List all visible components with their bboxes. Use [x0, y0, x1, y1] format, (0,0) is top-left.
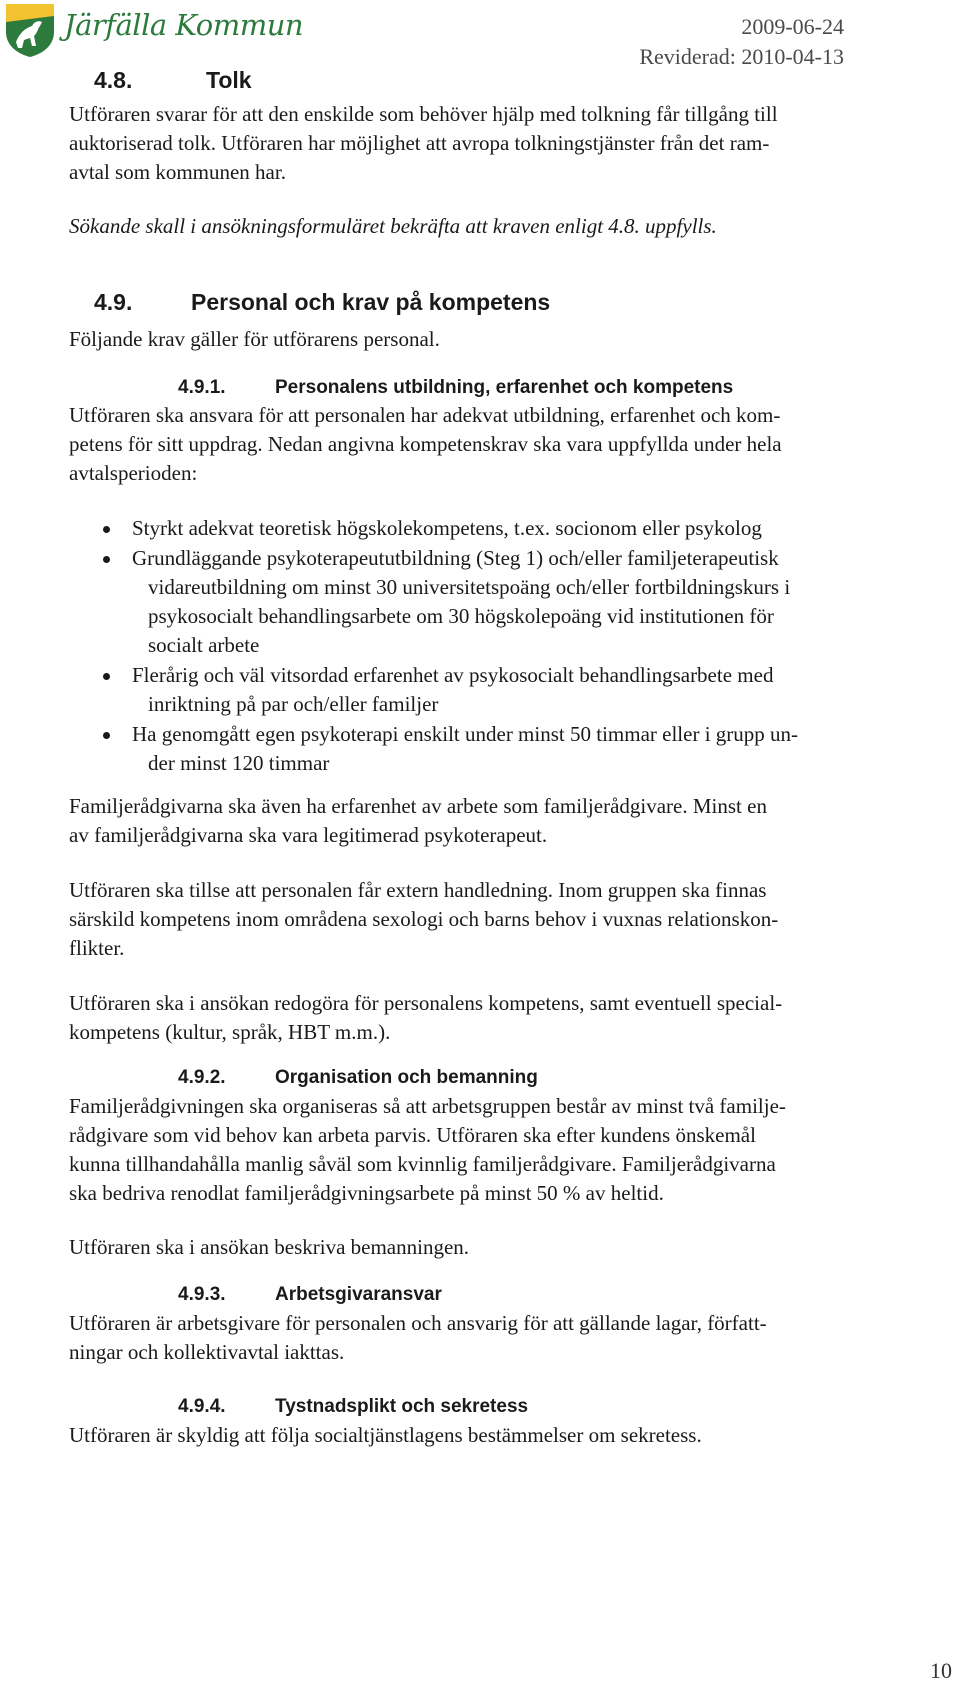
- paragraph-personal-intro: Följande krav gäller för utförarens personal.: [69, 327, 440, 351]
- text-line: av familjerådgivarna ska vara legitimerad psykoterapeut.: [69, 823, 548, 847]
- brand-name: Järfälla Kommun: [64, 8, 304, 42]
- paragraph-organisation: [69, 1092, 949, 1208]
- text-line: petens för sitt uppdrag. Nedan angivna kompetenskrav ska vara uppfyllda under hela: [69, 432, 782, 456]
- text-line: der minst 120 timmar: [148, 751, 330, 775]
- text-line: Utföraren svarar för att den enskilde som behöver hjälp med tolkning får tillgång till: [69, 102, 778, 126]
- text-line: Familjerådgivningen ska organiseras så att arbetsgruppen består av minst två familje-: [69, 1094, 786, 1118]
- paragraph-special-competence: [69, 989, 949, 1047]
- text-line: Utföraren ska tillse att personalen får extern handledning. Inom gruppen ska finnas: [69, 878, 767, 902]
- text-line: rådgivare som vid behov kan arbeta parvis. Utföraren ska efter kundens önskemål: [69, 1123, 756, 1147]
- heading-title: Organisation och bemanning: [275, 1067, 538, 1088]
- bullet-icon: [103, 673, 110, 680]
- text-line: ningar och kollektivavtal iakttas.: [69, 1340, 345, 1364]
- text-line: särskild kompetens inom områdena sexologi och barns behov i vuxnas relationskon-: [69, 907, 779, 931]
- heading-4-9: [94, 289, 550, 316]
- heading-number: 4.8.: [94, 67, 133, 93]
- text-line: auktoriserad tolk. Utföraren har möjlighet att avropa tolkningstjänster från det ram-: [69, 131, 770, 155]
- page-number: 10: [930, 1658, 952, 1683]
- list-item: [100, 514, 950, 543]
- text-line: Ha genomgått egen psykoterapi enskilt under minst 50 timmar eller i grupp un-: [132, 722, 799, 746]
- heading-4-9-1: [178, 377, 733, 399]
- text-line: kompetens (kultur, språk, HBT m.m.).: [69, 1020, 391, 1044]
- bullet-icon: [103, 526, 110, 533]
- competence-list: [100, 514, 950, 779]
- heading-number: 4.9.2.: [178, 1067, 226, 1088]
- text-line: avtal som kommunen har.: [69, 160, 286, 184]
- text-line: Grundläggande psykoterapeututbildning (Steg 1) och/eller familjeterapeutisk: [132, 546, 779, 570]
- heading-4-9-4: [178, 1396, 528, 1418]
- heading-title: Tolk: [206, 67, 252, 93]
- text-line: Styrkt adekvat teoretisk högskolekompetens, t.ex. socionom eller psykolog: [132, 516, 762, 540]
- heading-title: Personal och krav på kompetens: [191, 289, 551, 315]
- text-line: Utföraren är arbetsgivare för personalen och ansvarig för att gällande lagar, författ-: [69, 1311, 767, 1335]
- header-date: 2009-06-24: [741, 14, 844, 39]
- text-line: flikter.: [69, 936, 125, 960]
- heading-number: 4.9.: [94, 289, 133, 315]
- bullet-icon: [103, 556, 110, 563]
- paragraph-sekretess: Utföraren är skyldig att följa socialtjänstlagens bestämmelser om sekretess.: [69, 1423, 702, 1447]
- list-item: [100, 544, 950, 660]
- heading-title: Arbetsgivaransvar: [275, 1284, 442, 1305]
- heading-title: Personalens utbildning, erfarenhet och kompetens: [275, 377, 734, 398]
- heading-4-8: [94, 67, 252, 94]
- text-line: psykosocialt behandlingsarbete om 30 högskolepoäng vid institutionen för: [148, 604, 774, 628]
- paragraph-competence: [69, 401, 949, 488]
- text-line: Utföraren ska i ansökan redogöra för personalens kompetens, samt eventuell special-: [69, 991, 783, 1015]
- list-item: [100, 720, 950, 778]
- heading-number: 4.9.4.: [178, 1396, 226, 1417]
- heading-4-9-2: [178, 1067, 538, 1089]
- text-line: Utföraren ska ansvara för att personalen har adekvat utbildning, erfarenhet och kom-: [69, 403, 781, 427]
- bullet-icon: [103, 732, 110, 739]
- heading-number: 4.9.1.: [178, 377, 226, 398]
- list-item: [100, 661, 950, 719]
- paragraph-familjeradgivare: [69, 792, 949, 850]
- paragraph-handledning: [69, 876, 949, 963]
- paragraph-bemanning: Utföraren ska i ansökan beskriva bemanningen.: [69, 1235, 470, 1259]
- text-line: inriktning på par och/eller familjer: [148, 692, 439, 716]
- text-line: Flerårig och väl vitsordad erfarenhet av psykosocialt behandlingsarbete med: [132, 663, 774, 687]
- header-revised-date: Reviderad: 2010-04-13: [639, 44, 844, 69]
- heading-number: 4.9.3.: [178, 1284, 226, 1305]
- paragraph-tolk-requirement: Sökande skall i ansökningsformuläret bekräfta att kraven enligt 4.8. uppfylls.: [69, 214, 717, 238]
- paragraph-tolk: [69, 100, 949, 187]
- text-line: socialt arbete: [148, 633, 260, 657]
- text-line: kunna tillhandahålla manlig såväl som kvinnlig familjerådgivare. Familjerådgivarna: [69, 1152, 776, 1176]
- heading-4-9-3: [178, 1284, 442, 1306]
- coat-of-arms-logo: [4, 2, 56, 58]
- text-line: ska bedriva renodlat familjerådgivningsarbete på minst 50 % av heltid.: [69, 1181, 664, 1205]
- paragraph-arbetsgivaransvar: [69, 1309, 949, 1367]
- heading-title: Tystnadsplikt och sekretess: [275, 1396, 529, 1417]
- text-line: vidareutbildning om minst 30 universitetspoäng och/eller fortbildningskurs i: [148, 575, 791, 599]
- text-line: Familjerådgivarna ska även ha erfarenhet av arbete som familjerådgivare. Minst en: [69, 794, 767, 818]
- text-line: avtalsperioden:: [69, 461, 198, 485]
